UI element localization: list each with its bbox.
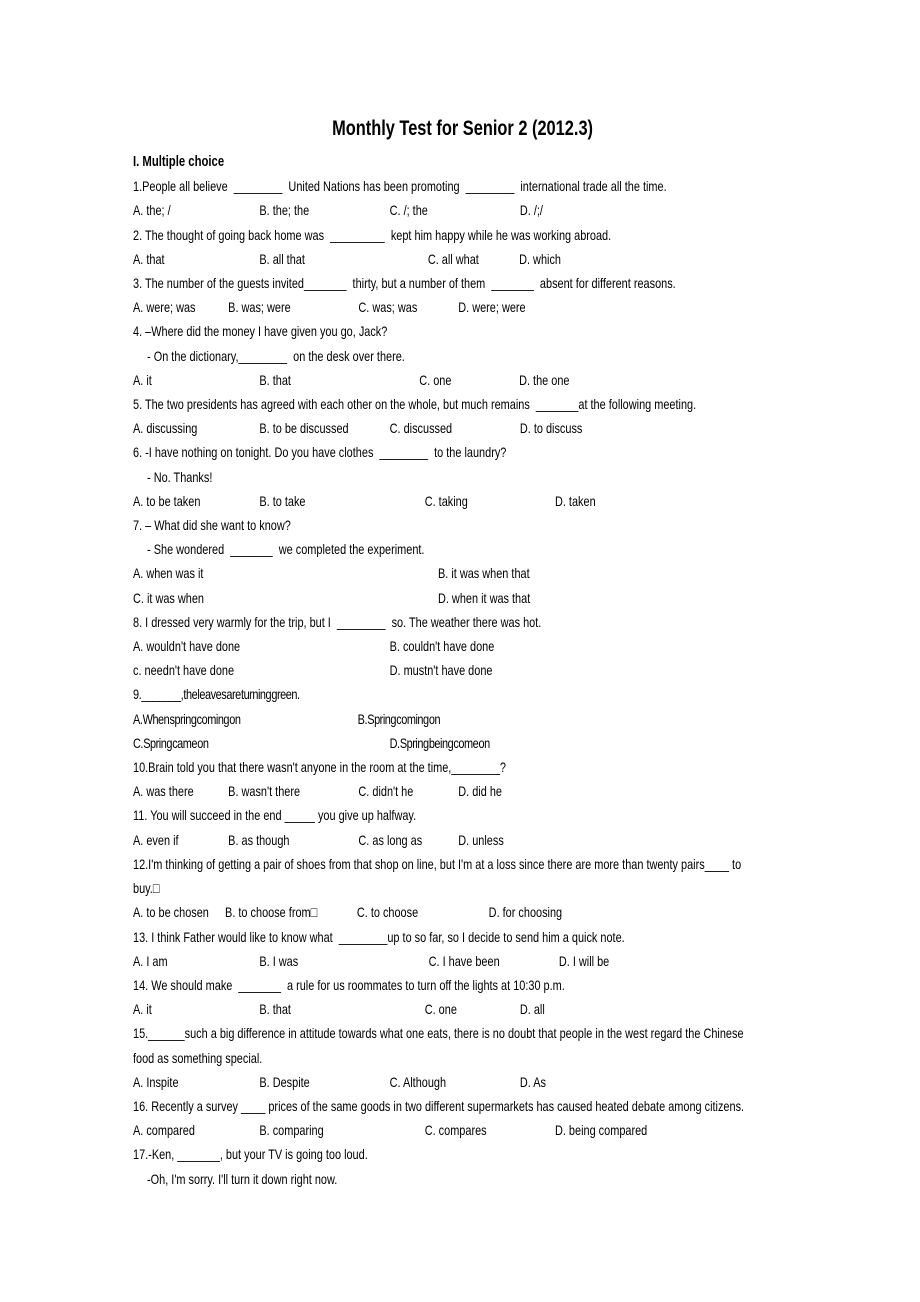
option-item: D. Spring being come on <box>389 734 490 751</box>
option-item: A. wouldn't have done <box>133 638 241 655</box>
question-stem: 9. _______, the leaves are turning green. <box>133 686 300 703</box>
option-item: C. all what <box>427 250 479 267</box>
question-stem: 13. I think Father would like to know what ________up to so far, so I decide to send him a quick note. <box>133 928 625 945</box>
option-item: B. wasn't there <box>228 783 301 800</box>
option-row <box>133 707 792 731</box>
option-row <box>133 416 792 440</box>
question-stem: 17.-Ken, _______, but your TV is going too loud. <box>133 1146 368 1163</box>
question-stem: 5. The two presidents has agreed with each other on the whole, but much remains _______at the following meeting. <box>133 396 697 413</box>
option-item: A. to be taken <box>133 492 201 509</box>
option-item: B. couldn't have done <box>389 638 495 655</box>
option-item: B. the; the <box>259 202 310 219</box>
option-item: A. it <box>133 1001 152 1018</box>
question-stem: - She wondered _______ we completed the experiment. <box>147 541 425 558</box>
question-stem: 7. – What did she want to know? <box>133 517 291 534</box>
option-item: B. all that <box>259 250 305 267</box>
option-row <box>133 198 792 222</box>
option-row <box>133 779 792 803</box>
option-item: B. was; were <box>228 299 291 316</box>
question-stem: 14. We should make _______ a rule for us roommates to turn off the lights at 10:30 p.m. <box>133 976 565 993</box>
option-row <box>133 586 792 610</box>
option-item: C. one <box>424 1001 457 1018</box>
option-item: B. it was when that <box>437 565 530 582</box>
option-item: D. unless <box>458 831 504 848</box>
option-item: C. it was when <box>133 589 205 606</box>
option-item: A. it <box>133 371 152 388</box>
option-row <box>133 368 792 392</box>
option-item: A. was there <box>133 783 194 800</box>
option-row <box>133 731 792 755</box>
question-stem: 6. -I have nothing on tonight. Do you have clothes ________ to the laundry? <box>133 444 507 461</box>
option-item: D. when it was that <box>437 589 531 606</box>
option-item: D. were; were <box>458 299 526 316</box>
option-item: c. needn't have done <box>133 662 235 679</box>
option-item: A. When spring coming on <box>133 710 241 727</box>
option-item: B. Despite <box>259 1073 310 1090</box>
question-stem: 4. –Where did the money I have given you go, Jack? <box>133 323 388 340</box>
option-item: C. Although <box>389 1073 447 1090</box>
option-item: B. to be discussed <box>259 420 349 437</box>
question-stem: 8. I dressed very warmly for the trip, but I ________ so. The weather there was hot. <box>133 613 542 630</box>
option-item: B. to choose from□ <box>225 904 318 921</box>
option-row <box>133 1118 792 1142</box>
option-row <box>133 828 792 852</box>
option-item: D. As <box>519 1073 546 1090</box>
option-item: D. mustn't have done <box>389 662 493 679</box>
question-stem: 16. Recently a survey ____ prices of the same goods in two different supermarkets has caused heated debate among citizens. <box>133 1097 745 1114</box>
option-item: A. were; was <box>133 299 196 316</box>
option-item: D. did he <box>458 783 502 800</box>
option-item: B. Spring coming on <box>357 710 441 727</box>
option-row <box>133 561 792 585</box>
option-item: C. I have been <box>428 952 500 969</box>
option-row <box>133 247 792 271</box>
option-row <box>133 489 792 513</box>
option-item: A. Inspite <box>133 1073 179 1090</box>
option-item: A. to be chosen <box>133 904 209 921</box>
option-item: C. one <box>419 371 452 388</box>
option-item: C. Spring came on <box>133 734 209 751</box>
option-item: A. compared <box>133 1122 195 1139</box>
option-item: D. the one <box>519 371 570 388</box>
option-item: C. to choose <box>356 904 419 921</box>
option-item: D. all <box>519 1001 545 1018</box>
test-content <box>133 116 792 1191</box>
option-item: D. being compared <box>554 1122 648 1139</box>
question-stem: food as something special. <box>133 1049 263 1066</box>
option-item: C. /; the <box>389 202 428 219</box>
option-row <box>133 900 792 924</box>
option-item: B. I was <box>259 952 299 969</box>
option-item: B. that <box>259 371 291 388</box>
option-item: C. didn't he <box>358 783 414 800</box>
question-stem: - On the dictionary,________ on the desk over there. <box>147 347 405 364</box>
option-item: D. for choosing <box>488 904 563 921</box>
option-item: C. compares <box>424 1122 487 1139</box>
option-item: B. comparing <box>259 1122 324 1139</box>
question-lines <box>133 174 792 1191</box>
question-stem: 2. The thought of going back home was _________ kept him happy while he was working abroad. <box>133 226 612 243</box>
option-row <box>133 997 792 1021</box>
option-item: A. discussing <box>133 420 198 437</box>
option-item: D. which <box>519 250 561 267</box>
option-item: D. /;/ <box>519 202 543 219</box>
option-item: C. as long as <box>358 831 423 848</box>
option-row <box>133 295 792 319</box>
option-item: C. discussed <box>389 420 453 437</box>
option-item: B. to take <box>259 492 306 509</box>
question-stem: 1.People all believe ________ United Nations has been promoting ________ international trade all the time. <box>133 178 667 195</box>
question-stem: 12.I'm thinking of getting a pair of shoes from that shop on line, but I'm at a loss since there are more than twenty pairs____ to <box>133 855 742 872</box>
option-item: D. taken <box>554 492 596 509</box>
option-item: A. I am <box>133 952 168 969</box>
option-item: A. the; / <box>133 202 171 219</box>
option-item: C. was; was <box>358 299 418 316</box>
question-stem: 10.Brain told you that there wasn't anyone in the room at the time,________? <box>133 759 507 776</box>
option-row <box>133 949 792 973</box>
option-row <box>133 658 792 682</box>
option-row <box>133 1070 792 1094</box>
option-item: C. taking <box>424 492 468 509</box>
question-stem: 11. You will succeed in the end _____ you give up halfway. <box>133 807 417 824</box>
question-stem: 3. The number of the guests invited_______ thirty, but a number of them _______ absent for different reasons. <box>133 275 676 292</box>
option-item: A. when was it <box>133 565 204 582</box>
question-stem: buy.□ <box>133 880 160 897</box>
option-item: D. to discuss <box>519 420 583 437</box>
option-item: B. that <box>259 1001 291 1018</box>
section-heading: I. Multiple choice <box>133 154 225 170</box>
option-item: B. as though <box>228 831 290 848</box>
question-stem: -Oh, I'm sorry. I'll turn it down right now. <box>147 1170 338 1187</box>
question-stem: 15.______such a big difference in attitude towards what one eats, there is no doubt that people in the west regard the Chinese <box>133 1025 744 1042</box>
option-item: D. I will be <box>558 952 610 969</box>
page-title: Monthly Test for Senior 2 (2012.3) <box>332 117 594 140</box>
option-item: A. that <box>133 250 165 267</box>
question-stem: - No. Thanks! <box>147 468 213 485</box>
option-row <box>133 634 792 658</box>
option-item: A. even if <box>133 831 179 848</box>
